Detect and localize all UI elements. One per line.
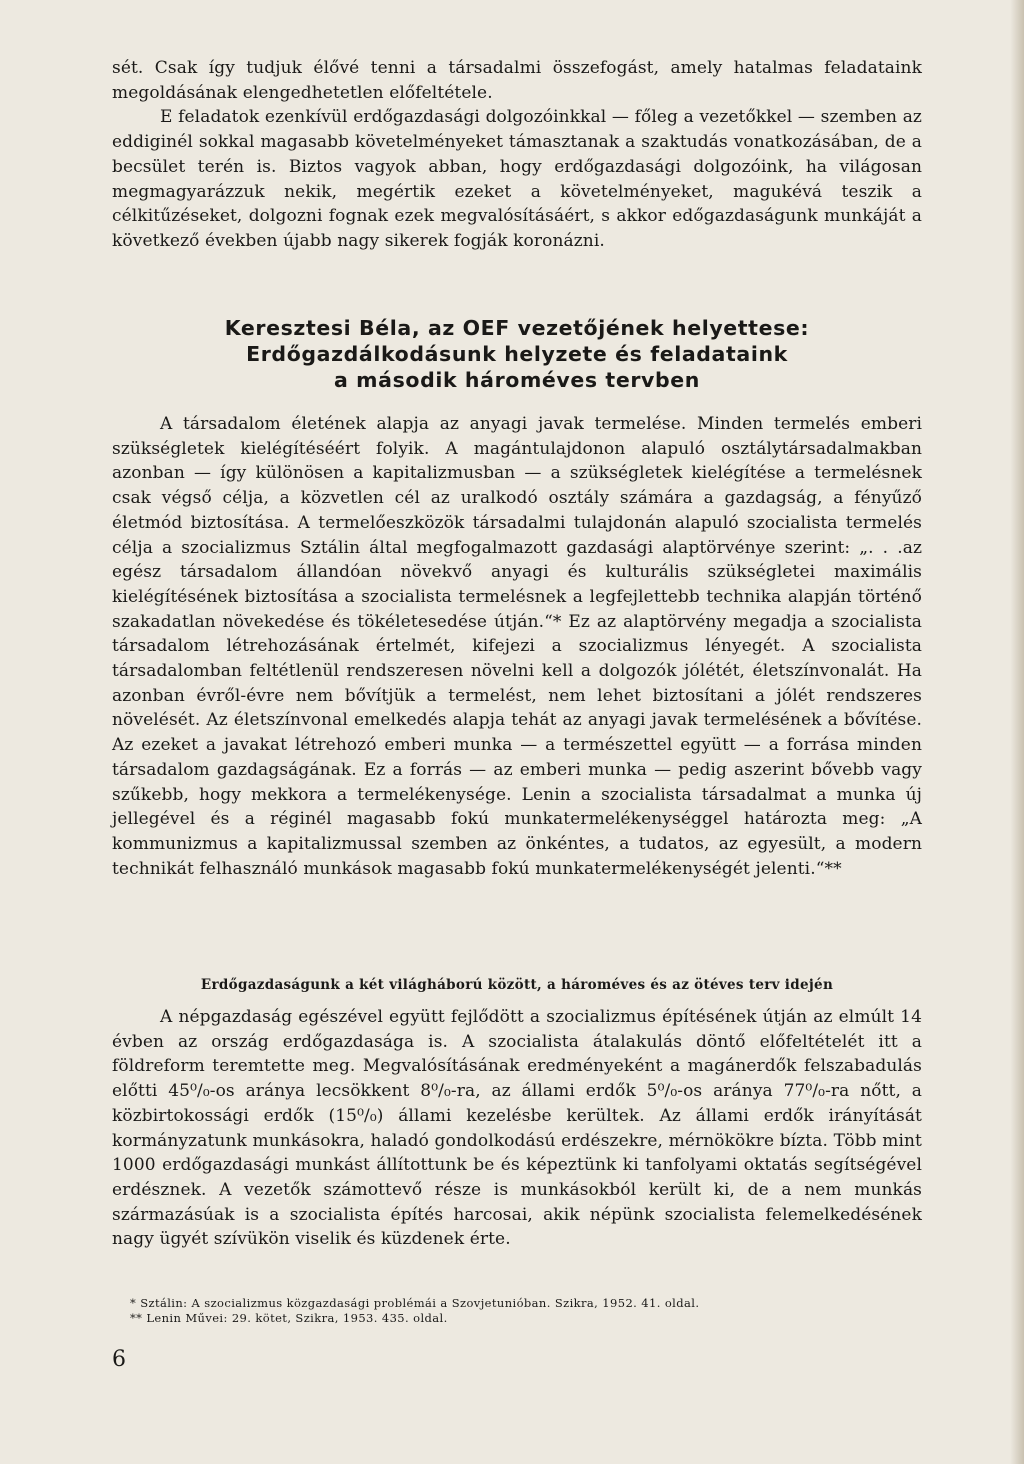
- intro-paragraph-2: E feladatok ezenkívül erdőgazdasági dolgozóinkkal — főleg a vezetőkkel — szemben az eddiginél sokkal magasabb követelményeket támasztanak a szaktudás vonatkozásában, de a becsület terén is. Biztos vagyok abban, hogy erdőgazdasági dolgozóink, ha világosan megmagyarázzuk nekik, megértik ezeket a követelményeket, magukévá teszik a célkitűzéseket, dolgozni fognak ezek megvalósításáért, s akkor edőgazdaságunk munkáját a következő években újabb nagy sikerek fogják koronázni.: [112, 107, 922, 251]
- footnotes: [112, 1296, 922, 1326]
- page-number: 6: [112, 1347, 126, 1372]
- body-paragraph: A társadalom életének alapja az anyagi javak termelése. Minden termelés emberi szükségletek kielégítéséért folyik. A magántulajdonon alapuló osztálytársadalmakban azonban — így különösen a kapitalizmusban — a szükségletek kielégítése a termelésnek csak végső célja, a közvetlen cél az uralkodó osztály számára a gazdagság, a fényűző életmód biztosítása. A termelőeszközök társadalmi tulajdonán alapuló szocialista termelés célja a szocializmus Sztálin által megfogalmazott gazdasági alaptörvénye szerint: „. . .az egész társadalom állandóan növekvő anyagi és kulturális szükségletei maximális kielégítésének biztosítása a szocialista termelésnek a legfejlettebb technika alapján történő szakadatlan növekedése és tökéletesedése útján.“* Ez az alaptörvény megadja a szocialista társadalom létrehozásának értelmét, kifejezi a szocializmus lényegét. A szocialista társadalomban feltétlenül rendszeresen növelni kell a dolgozók jólétét, életszínvonalát. Ha azonban évről-évre nem bővítjük a termelést, nem lehet biztosítani a jólét rendszeres növelését. Az életszínvonal emelkedés alapja tehát az anyagi javak termelésének a bővítése. Az ezeket a javakat létrehozó emberi munka — a természettel együtt — a forrása minden társadalom gazdagságának. Ez a forrás — az emberi munka — pedig aszerint bővebb vagy szűkebb, hogy mekkora a termelékenysége. Lenin a szocialista társadalmat a munka új jellegével és a réginél magasabb fokú munkatermelékenységgel határozta meg: „A kommunizmus a kapitalizmussal szemben az önkéntes, a tudatos, az egyesült, a modern technikát felhasználó munkások magasabb fokú munkatermelékenységét jelenti.“**: [112, 414, 922, 879]
- article-heading-line-2: Erdőgazdálkodásunk helyzete és feladataink: [246, 342, 788, 366]
- article-heading: [112, 315, 922, 393]
- section-paragraph: A népgazdaság egészével együtt fejlődött a szocializmus építésének útján az elmúlt 14 évben az ország erdőgazdasága is. A szocialista átalakulás döntő előfeltételét itt a földreform teremtette meg. Megvalósításának eredményeként a magánerdők felszabadulás előtti 45⁰/₀-os aránya lecsökkent 8⁰/₀-ra, az állami erdők 5⁰/₀-os aránya 77⁰/₀-ra nőtt, a közbirtokossági erdők (15⁰/₀) állami kezelésbe kerültek. Az állami erdők irányítását kormányzatunk munkásokra, haladó gondolkodású erdészekre, mérnökökre bízta. Több mint 1000 erdőgazdasági munkást állítottunk be és képeztünk ki tanfolyami oktatás segítségével erdésznek. A vezetők számottevő része is munkásokból került ki, de a nem munkás származásúak is a szocialista építés harcosai, akik népünk szocialista felemelkedésének nagy ügyét szívükön viselik és küzdenek érte.: [112, 1007, 922, 1250]
- footnote-1: * Sztálin: A szocializmus közgazdasági problémái a Szovjetunióban. Szikra, 1952. 41. oldal.: [130, 1296, 700, 1310]
- section-heading: Erdőgazdaságunk a két világháború között, a hároméves és az ötéves terv idején: [200, 977, 834, 993]
- intro-paragraph-1: sét. Csak így tudjuk élővé tenni a társadalmi összefogást, amely hatalmas feladataink megoldásának elengedhetetlen előfeltétele.: [112, 58, 922, 103]
- footnote-2: ** Lenin Művei: 29. kötet, Szikra, 1953. 435. oldal.: [130, 1311, 448, 1325]
- section-text: [112, 1005, 922, 1252]
- page-edge-shadow: [1010, 0, 1024, 1464]
- article-heading-line-3: a második hároméves tervben: [334, 368, 700, 392]
- article-heading-line-1: Keresztesi Béla, az OEF vezetőjének helyettese:: [224, 316, 810, 340]
- intro-text: [112, 56, 922, 254]
- body-text: [112, 412, 922, 881]
